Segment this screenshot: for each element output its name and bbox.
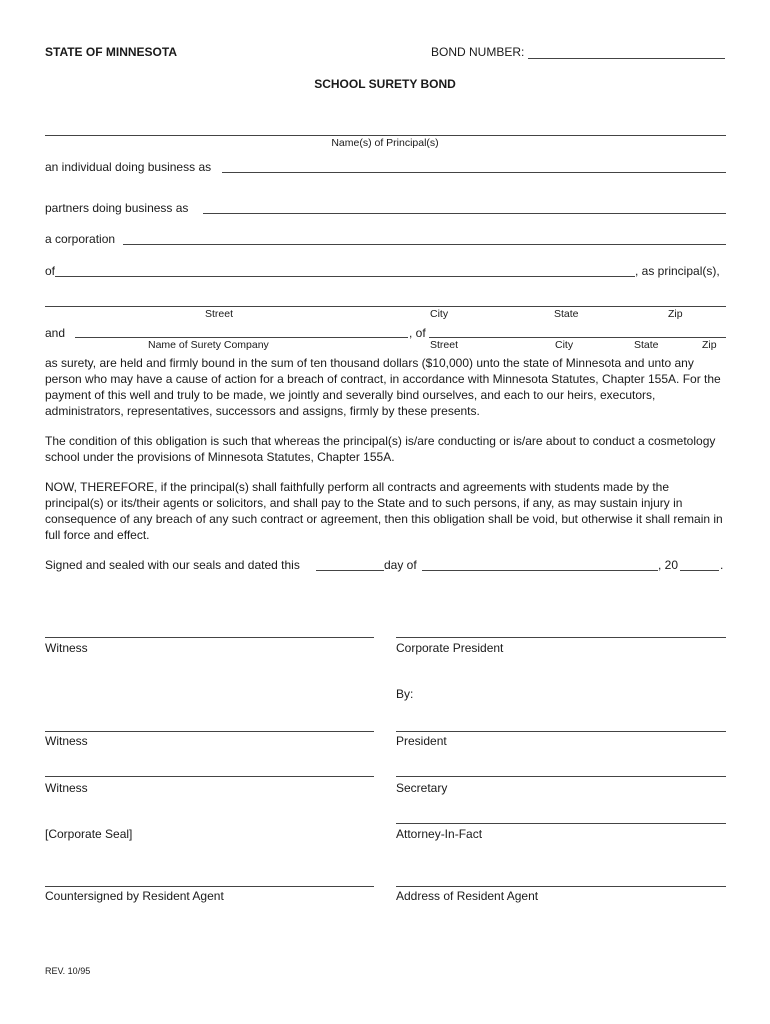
surety-company-field[interactable] xyxy=(75,337,408,338)
partners-dba-field[interactable] xyxy=(203,213,726,214)
corporate-president-label: Corporate President xyxy=(396,641,504,655)
state-heading: STATE OF MINNESOTA xyxy=(45,45,177,59)
corporation-label: a corporation xyxy=(45,232,116,246)
attorney-in-fact-signature-line[interactable] xyxy=(396,823,726,824)
countersigned-label: Countersigned by Resident Agent xyxy=(45,889,224,903)
surety-street-caption: Street xyxy=(430,339,459,351)
surety-zip-caption: Zip xyxy=(702,339,717,351)
signed-year-field[interactable] xyxy=(680,570,719,571)
surety-city-caption: City xyxy=(555,339,574,351)
bond-paragraph-condition: The condition of this obligation is such that whereas the principal(s) is/are conducting or is/are about to conduct a cosmetology school under the provisions of Minnesota Statutes, Chapter 155A. xyxy=(45,434,716,464)
principal-address-field[interactable] xyxy=(45,306,726,307)
principal-of-label: of xyxy=(45,264,56,278)
principal-state-caption: State xyxy=(554,308,579,320)
revision-label: REV. 10/95 xyxy=(45,966,91,976)
document-title: SCHOOL SURETY BOND xyxy=(314,77,456,91)
president-label: President xyxy=(396,734,447,748)
witness-1-label: Witness xyxy=(45,641,88,655)
secretary-signature-line[interactable] xyxy=(396,776,726,777)
principal-names-field[interactable] xyxy=(45,135,726,136)
signed-period: . xyxy=(720,558,724,572)
witness-3-signature-line[interactable] xyxy=(45,776,374,777)
witness-3-label: Witness xyxy=(45,781,88,795)
principal-zip-caption: Zip xyxy=(668,308,683,320)
resident-agent-address-line[interactable] xyxy=(396,886,726,887)
surety-address-field[interactable] xyxy=(429,337,726,338)
principal-city-caption: City xyxy=(430,308,449,320)
president-signature-line[interactable] xyxy=(396,731,726,732)
signed-sealed-label: Signed and sealed with our seals and dated this xyxy=(45,558,300,572)
surety-of-label: , of xyxy=(409,326,426,340)
corporate-seal-label: [Corporate Seal] xyxy=(45,827,133,841)
corporation-field[interactable] xyxy=(123,244,726,245)
signed-day-field[interactable] xyxy=(316,570,384,571)
individual-dba-field[interactable] xyxy=(222,172,726,173)
surety-company-caption: Name of Surety Company xyxy=(148,339,269,351)
witness-2-label: Witness xyxy=(45,734,88,748)
witness-2-signature-line[interactable] xyxy=(45,731,374,732)
resident-agent-address-label: Address of Resident Agent xyxy=(396,889,539,903)
surety-state-caption: State xyxy=(634,339,659,351)
secretary-label: Secretary xyxy=(396,781,448,795)
signed-month-field[interactable] xyxy=(422,570,658,571)
as-principal-label: , as principal(s), xyxy=(635,264,720,278)
attorney-in-fact-label: Attorney-In-Fact xyxy=(396,827,483,841)
by-label: By: xyxy=(396,687,414,701)
day-of-label: day of xyxy=(384,558,417,572)
bond-number-field[interactable] xyxy=(528,58,725,59)
bond-paragraph-surety: as surety, are held and firmly bound in the sum of ten thousand dollars ($10,000) unto the state of Minnesota and unto any person who may have a cause of action for a breach of contract, in accordance with Minnesota Statutes, Chapter 155A. For the payment of this well and truly to be made, we jointly and severally bind ourselves, and each to our heirs, executors, administrators, representatives, successors and assigns, firmly by these presents. xyxy=(45,356,721,418)
witness-1-signature-line[interactable] xyxy=(45,637,374,638)
principal-location-field[interactable] xyxy=(55,276,635,277)
principal-street-caption: Street xyxy=(205,308,234,320)
principal-names-caption: Name(s) of Principal(s) xyxy=(331,137,439,149)
corporate-president-signature-line[interactable] xyxy=(396,637,726,638)
and-label: and xyxy=(45,326,66,340)
bond-paragraph-therefore: NOW, THEREFORE, if the principal(s) shall faithfully perform all contracts and agreements with students made by the principal(s) or its/their agents or solicitors, and shall pay to the State and to such persons, if any, as may sustain injury in consequence of any breach of any such contract or agreement, then this obligation shall be void, but otherwise it shall remain in full force and effect. xyxy=(45,480,723,542)
bond-number-label: BOND NUMBER: xyxy=(431,45,525,59)
partners-dba-label: partners doing business as xyxy=(45,201,189,215)
countersigned-signature-line[interactable] xyxy=(45,886,374,887)
year-prefix-label: , 20 xyxy=(658,558,679,572)
individual-dba-label: an individual doing business as xyxy=(45,160,212,174)
